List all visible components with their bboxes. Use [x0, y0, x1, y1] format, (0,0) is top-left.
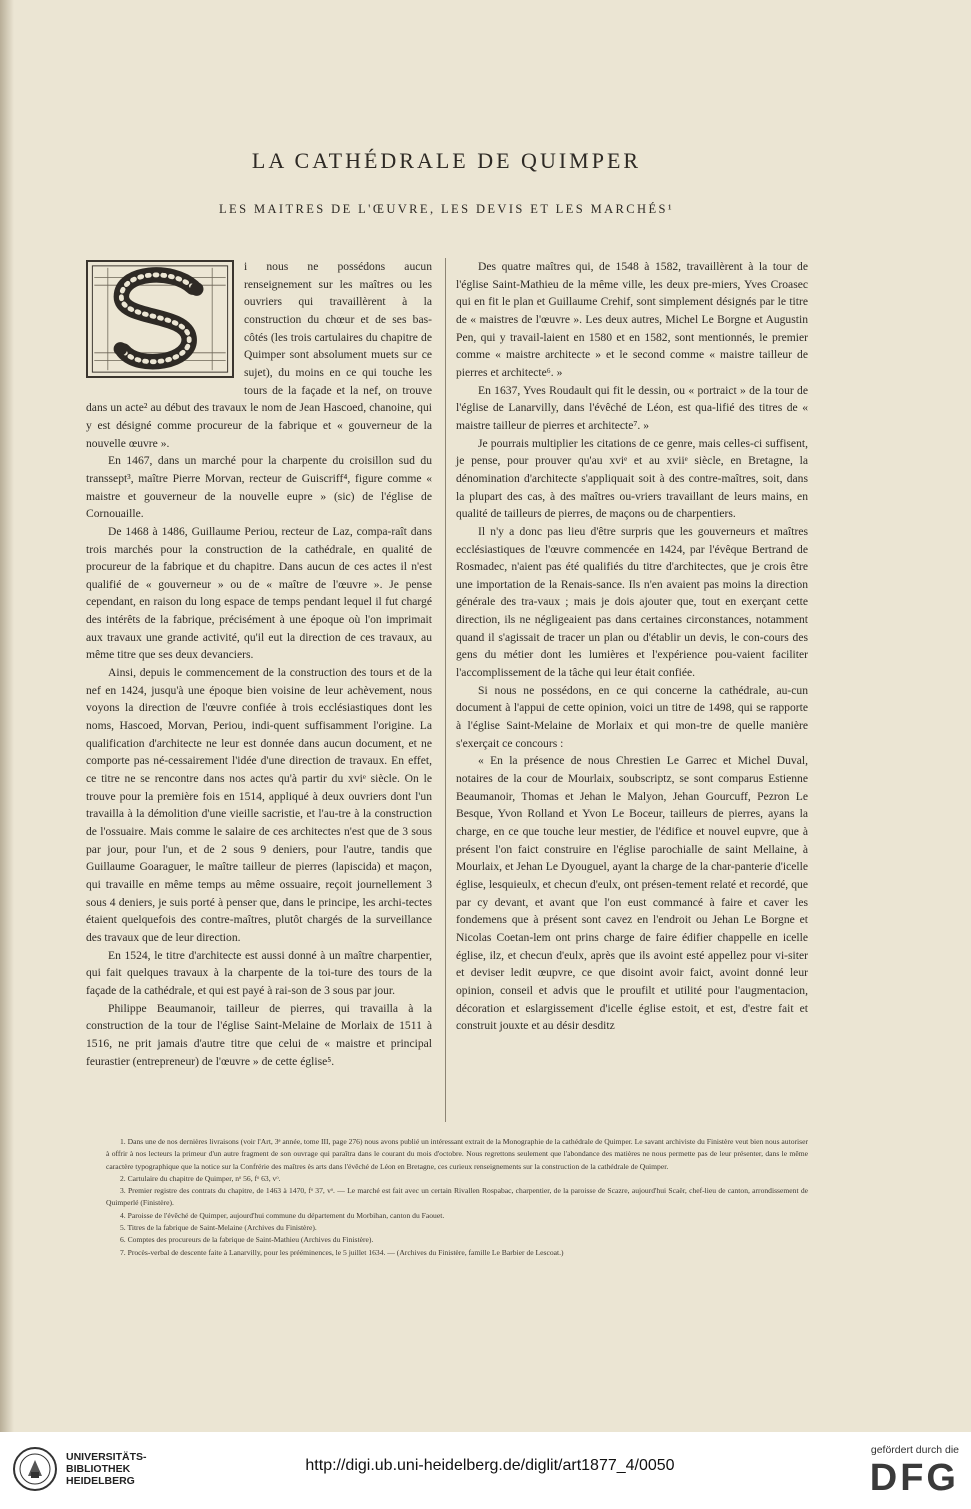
- paragraph: Des quatre maîtres qui, de 1548 à 1582, travaillèrent à la tour de l'église Saint-Mathieu de la même ville, les deux pre-miers, Yves Croasec qui en fit le plan et Guillaume Crehif, sont simplement désignés par le titre de « maistres de l'œuvre ». Les deux autres, Michel Le Borgne et Augustin Pen, qui y travail-laient en 1580 et en 1582, sont mentionnés, le premier comme « maistre architecte » et le second comme « maistre tailleur de pierres et architecte⁶. »: [456, 260, 808, 379]
- library-name-line: HEIDELBERG: [66, 1475, 135, 1487]
- ornamental-dropcap-s: [86, 260, 234, 378]
- left-column: [86, 258, 432, 1070]
- footnote: 7. Procès-verbal de descente faite à Lanarvilly, pour les prééminences, le 5 juillet 1634. — (Archives du Finistère, famille Le Barbier de Lescoat.): [120, 1247, 564, 1257]
- funder-caption: gefördert durch die: [870, 1444, 959, 1456]
- footnotes: [106, 1136, 808, 1259]
- footnote: 5. Titres de la fabrique de Saint-Melaine (Archives du Finistère).: [120, 1223, 317, 1233]
- paragraph: « En la présence de nous Chrestien Le Garrec et Michel Duval, notaires de la cour de Mourlaix, soubscriptz, se sont comparus Estienne Beaumanoir, Thomas et Jehan le Malyon, Jehan Gourcuff, Pezron Le Besque, Yvon Rolland et Yvon Le Boceur, tailleurs de pierres, ayans la charge, en ce que touche leur mestier, de l'édifice et nouvel eupvre, que à présent l'on faict construire en l'église parochialle de saint Mellaine, à Mourlaix, et Jehan Le Dyouguel, ayant la charge de la char-panterie d'icelle église, lesquieulx, et checun d'eulx, ont présen-tement relaté et recordé, que par cy devant, et avant que l'on eust commancé à faire et caver les fondemens que à présent sont cavez en l'endroit ou Jehan Le Borgne et Nicolas Coetan-lem ont prins charge de faire édifier chappelle en icelle église, ilz, et checun d'eulx, après que ils avoint esté appellez pour vi-siter et deviser ledit œupvre, ce que disoint avoir faict, avoint donné leur opinion, conseil et advis que le proufilt et utilité pour l'augmentacion, décoration et eslargissement d'icelle église estoit, et est, d'estre fait et construit jouxte et au désir desditz: [456, 754, 808, 1033]
- footnote: 4. Paroisse de l'évêché de Quimper, aujourd'hui commune du département du Morbihan, canton du Faouet.: [120, 1210, 445, 1220]
- right-column: [456, 258, 808, 1035]
- footnote: 1. Dans une de nos dernières livraisons (voir l'Art, 3ᵉ année, tome III, page 276) nous avons publié un intéressant extrait de la Monographie de la cathédrale de Quimper. Le savant archiviste du Finistère veut bien nous autoriser à offrir à nos lecteurs la primeur d'un autre fragment de son ouvrage qui paraîtra dans le courant du mois d'octobre. Nous regrettons seulement que l'abondance des matières ne nous permette pas de leur présenter, dans le même caractère typographique que la notice sur la Confrérie des maîtres ès arts dans l'évêché de Léon en Bretagne, ces curieux renseignements sur la construction de la cathédrale de Quimper.: [106, 1137, 808, 1171]
- paragraph: En 1524, le titre d'architecte est aussi donné à un maître charpentier, qui fait quelques travaux à la charpente de la toi-ture des tours de la façade de la cathédrale, et qui est payé à rai-son de 3 sous par jour.: [86, 948, 432, 997]
- paragraph: En 1637, Yves Roudault qui fit le dessin, ou « portraict » de la tour de l'église de Lanarvilly, dans l'évêché de Léon, est qua-lifié des titres de « maistre tailleur de pierres et architecte⁷. »: [456, 383, 808, 432]
- paragraph: Ainsi, depuis le commencement de la construction des tours et de la nef en 1424, jusqu'à une époque bien voisine de leur achèvement, nous voyons la direction de l'œuvre confiée à trois ecclésiastiques dont les noms, Hascoed, Morvan, Periou, indi-quent suffisamment l'origine. La qualification d'architecte ne leur est donnée dans aucun document, et ne comporte pas né-cessairement l'idée d'une direction de travaux. En effet, ce titre ne se rencontre dans nos actes qu'à partir du xviᵉ siècle. On le trouve pour la première fois en 1514, appliqué à deux ouvriers dont l'un travailla à la démolition d'une vieille sacristie, et l'au-tre à la construction de l'ossuaire. Mais comme le salaire de ces architectes n'est que de 3 sous par jour, pour l'un, et de 2 sous 9 deniers, pour l'autre, tandis que Guillaume Goaraguer, le maître tailleur de pierres (lapiscida) et maçon, qui travaille en même temps au même ossuaire, reçoit journellement 3 sous 4 deniers, je suis porté à penser que, dans le principe, les archi-tectes étaient quelquefois des contre-maîtres, plutôt chargés de la surveillance des travaux que de leur direction.: [86, 666, 432, 944]
- footnote: 6. Comptes des procureurs de la fabrique de Saint-Mathieu (Archives du Finistère).: [120, 1235, 374, 1245]
- dfg-logo: DFG: [869, 1457, 959, 1499]
- dropcap-ornament-icon: [88, 262, 232, 376]
- library-logo[interactable]: [12, 1446, 222, 1496]
- library-name-line: BIBLIOTHEK: [66, 1463, 131, 1475]
- paragraph: Si nous ne possédons, en ce qui concerne la cathédrale, au-cun document à l'appui de cette opinion, voici un titre de 1498, qui se rapporte à l'église Saint-Melaine de Morlaix et qui mon-tre de quelle manière s'exerçait ce concours :: [456, 683, 808, 750]
- column-divider: [445, 258, 446, 1122]
- footnote: 2. Cartulaire du chapitre de Quimper, nᵒ 56, fᵒ 63, vᵒ.: [120, 1173, 281, 1183]
- paragraph: Philippe Beaumanoir, tailleur de pierres, qui travailla à la construction de la tour de l'église Saint-Melaine de Morlaix de 1511 à 1516, ne prit jamais d'autre titre que celui de « maistre et principal feurastier (entrepreneur) de l'œuvre » de cette église⁵.: [86, 1001, 432, 1068]
- source-url-link[interactable]: http://digi.ub.uni-heidelberg.de/diglit/art1877_4/0050: [305, 1457, 675, 1474]
- library-name: [66, 1451, 147, 1487]
- article-title: LA CATHÉDRALE DE QUIMPER: [251, 148, 642, 173]
- funder-block[interactable]: [839, 1444, 959, 1498]
- university-seal-icon: [12, 1446, 58, 1492]
- paragraph: Il n'y a donc pas lieu d'être surpris que les gouverneurs et maîtres ecclésiastiques de l'œuvre commencée en 1424, par l'évêque Bertrand de Rosmadec, n'aient pas été qualifiés du titre d'architectes, que je crois être une importation de la Renais-sance. Ils n'en avaient pas moins la direction générale des tra-vaux ; mais je dois ajouter que, tout en exerçant cette direction, ils ne négligeaient pas dans certaines circonstances, notamment quand il s'agissait de tracer un plan ou d'établir un devis, le con-cours des gens du métier dont les lumières et l'expérience pou-vaient faciliter l'accomplissement de la tâche qui leur était confiée.: [456, 524, 808, 680]
- library-name-line: UNIVERSITÄTS-: [66, 1451, 147, 1463]
- footnote: 3. Premier registre des contrats du chapitre, de 1463 à 1470, fᵒ 37, vᵒ. — Le marché est fait avec un certain Rivallen Rospabac, charpentier, de la paroisse de Scazre, aujourd'hui Scaër, chef-lieu de canton, arrondissement de Quimperlé (Finistère).: [106, 1186, 808, 1208]
- paragraph: En 1467, dans un marché pour la charpente du croisillon sud du transsept³, maître Pierre Morvan, recteur de Guiscriff⁴, figure comme « maistre et gouverneur de la nouvelle eupre » (sic) de l'église de Cornouaille.: [86, 454, 432, 521]
- article-subtitle: LES MAITRES DE L'ŒUVRE, LES DEVIS ET LES MARCHÉS¹: [219, 202, 674, 216]
- paragraph: Je pourrais multiplier les citations de ce genre, mais celles-ci suffisent, je pense, pour prouver qu'au xviᵉ et au xviiᵉ siècle, en Bretagne, la dénomination d'architecte s'appliquait soit à des contre-maîtres, soit, dans la plupart des cas, à des maîtres ou-vriers travaillant de leurs mains, en qualité de tailleurs de pierres, de maçons ou de charpentiers.: [456, 436, 808, 521]
- paragraph: De 1468 à 1486, Guillaume Periou, recteur de Laz, compa-raît dans trois marchés pour la construction de la cathédrale, en qualité de procureur de la fabrique et du chapitre. Dans aucun de ces actes il n'est qualifié de « gouverneur » ou de « maître de l'œuvre ». Je pense cependant, en raison du long espace de temps pendant lequel il fut chargé des intérêts de la fabrique, précisément à une époque où l'on imprimait aux travaux une grande activité, qu'il eut la direction de ces travaux, au même titre que ses deux devanciers.: [86, 524, 432, 662]
- paragraph: i nous ne possédons aucun renseignement sur les maîtres ou les ouvriers qui travaillèrent à la construction du chœur et de ses bas-côtés (les trois cartulaires du chapitre de Quimper sont absolument muets sur ce sujet), du moins en ce qui touche les tours de la façade et la nef, on trouve dans un acte² au début des travaux le nom de Jean Hascoed, chanoine, qui y est désigné comme procureur de la fabrique et « gouverneur de la nouvelle œuvre ».: [86, 260, 432, 450]
